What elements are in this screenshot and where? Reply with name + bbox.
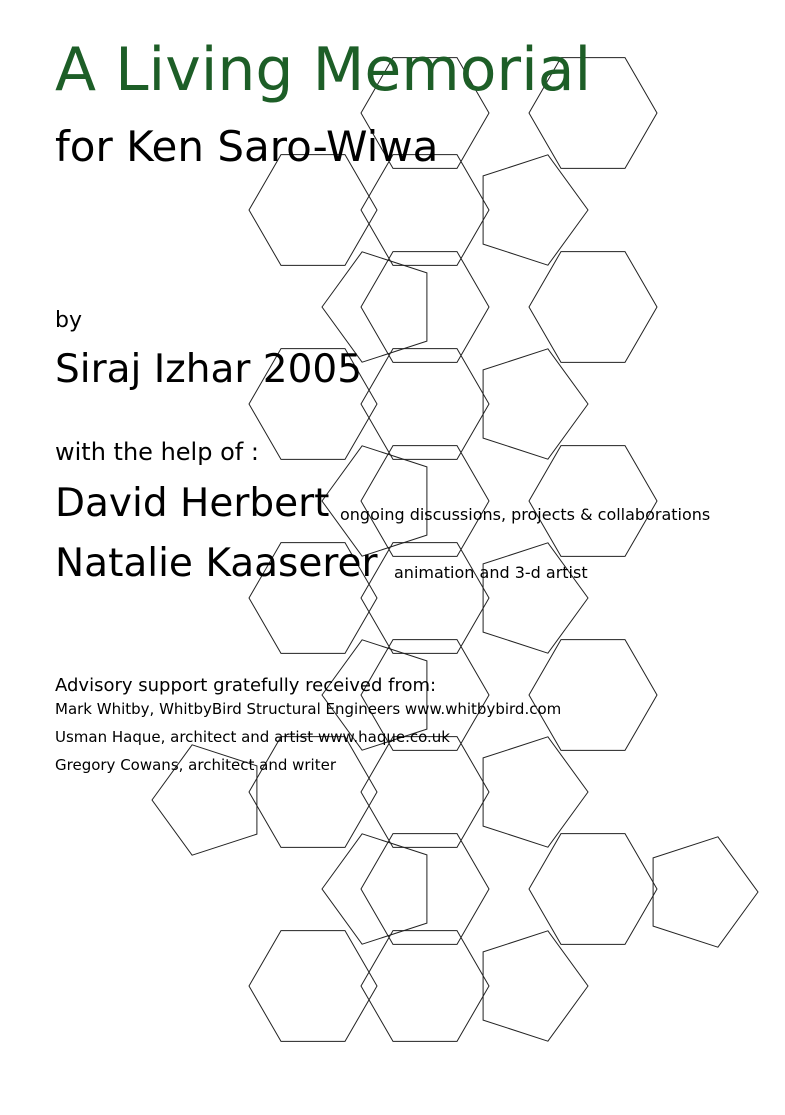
hexagon-shape <box>529 446 657 557</box>
page-subtitle: for Ken Saro-Wiwa <box>55 122 439 171</box>
collaborator-role: animation and 3-d artist <box>394 563 588 582</box>
advisor-line: Gregory Cowans, architect and writer <box>55 756 336 774</box>
hexagon-shape <box>529 834 657 945</box>
pentagon-shape <box>483 737 588 847</box>
by-label: by <box>55 308 82 333</box>
hexagon-shape <box>361 155 489 266</box>
advisory-heading: Advisory support gratefully received from: <box>55 675 437 696</box>
advisor-line: Mark Whitby, WhitbyBird Structural Engineers www.whitbybird.com <box>55 700 562 718</box>
hexagon-shape <box>361 931 489 1042</box>
hexagon-shape <box>529 640 657 751</box>
collaborator-role: ongoing discussions, projects & collaborations <box>340 505 711 524</box>
pentagon-shape <box>322 834 427 944</box>
hexagon-shape <box>361 737 489 848</box>
help-label: with the help of : <box>55 438 259 466</box>
advisor-line: Usman Haque, architect and artist www.haque.co.uk <box>55 728 450 746</box>
hexagon-shape <box>361 349 489 460</box>
hexagon-shape <box>361 543 489 654</box>
hexagon-shape <box>361 446 489 557</box>
author-line: Siraj Izhar 2005 <box>55 347 363 392</box>
hexagon-shape <box>249 155 377 266</box>
pentagon-shape <box>483 931 588 1041</box>
hexagon-shape <box>529 252 657 363</box>
pentagon-shape <box>483 543 588 653</box>
hexagon-shape <box>361 834 489 945</box>
collaborator-name: David Herbert <box>55 481 330 526</box>
page-title: A Living Memorial <box>55 35 592 105</box>
hexagon-shape <box>249 931 377 1042</box>
pentagon-shape <box>653 837 758 947</box>
collaborator-name: Natalie Kaaserer <box>55 541 378 586</box>
pentagon-shape <box>483 349 588 459</box>
pentagon-shape <box>322 446 427 556</box>
hexagon-shape <box>361 252 489 363</box>
hexagon-shape <box>249 737 377 848</box>
pentagon-shape <box>483 155 588 265</box>
pentagon-shape <box>322 252 427 362</box>
